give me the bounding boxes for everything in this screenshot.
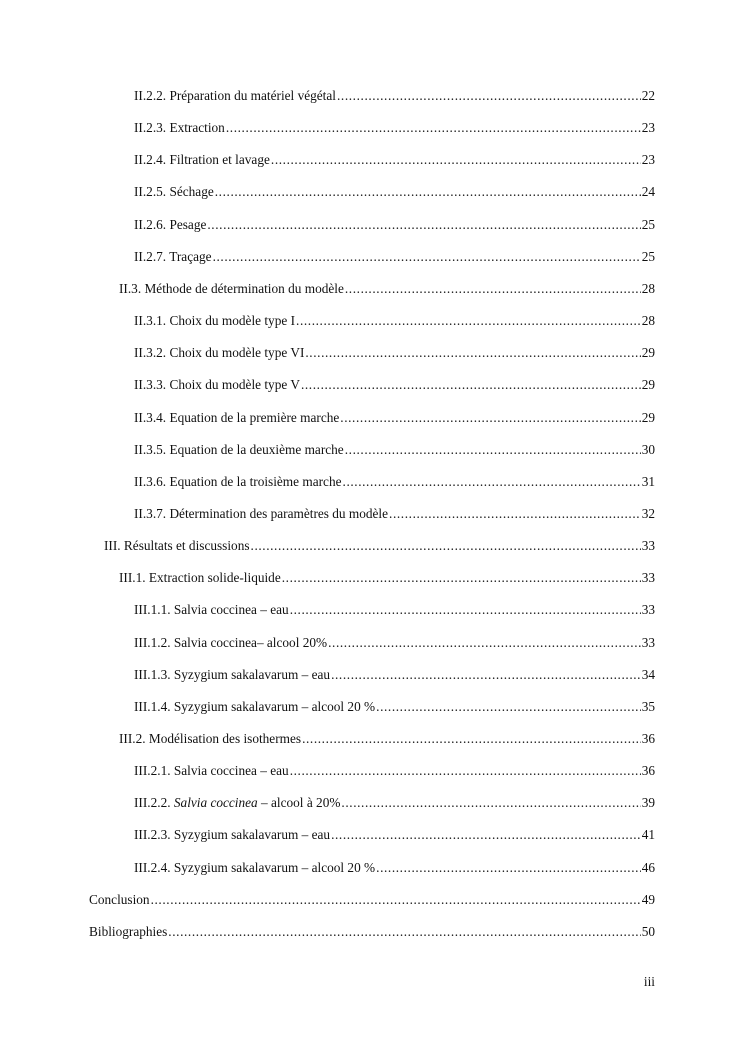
dot-leader <box>302 731 641 747</box>
toc-entry-page: 29 <box>641 377 655 393</box>
dot-leader <box>251 538 641 554</box>
toc-entry-title-text: Bibliographies <box>89 923 168 939</box>
toc-entry[interactable] <box>134 635 655 653</box>
toc-entry[interactable] <box>134 860 655 878</box>
toc-entry-page: 23 <box>641 120 655 136</box>
toc-entry-title-text: III.2.1. Salvia coccinea – eau <box>134 763 289 779</box>
toc-entry-title <box>134 152 270 168</box>
toc-entry[interactable] <box>89 892 655 910</box>
toc-entry-page: 30 <box>641 441 655 457</box>
dot-leader <box>376 699 641 715</box>
toc-entry[interactable] <box>134 120 655 138</box>
toc-entry-title-text: III.1.4. Syzygium sakalavarum – alcool 20 % <box>134 698 376 714</box>
toc-entry-title-text: III.1.3. Syzygium sakalavarum – eau <box>134 666 331 682</box>
toc-entry-title <box>134 635 327 651</box>
dot-leader <box>341 795 640 811</box>
toc-entry-title <box>89 924 167 940</box>
toc-entry[interactable] <box>134 217 655 235</box>
toc-entry-title <box>134 345 304 361</box>
toc-entry-page: 28 <box>641 280 655 296</box>
toc-entry-page: 29 <box>641 345 655 361</box>
toc-entry-page: 29 <box>641 409 655 425</box>
toc-entry-title-text: III. Résultats et discussions <box>104 538 250 554</box>
dot-leader <box>305 345 640 361</box>
dot-leader <box>290 602 641 618</box>
toc-entry[interactable] <box>119 731 655 749</box>
toc-entry-title-text: Conclusion <box>89 891 150 907</box>
toc-entry-page: 34 <box>641 666 655 682</box>
dot-leader <box>207 217 640 233</box>
dot-leader <box>389 506 641 522</box>
toc-entry-title-text: II.3.1. Choix du modèle type I <box>134 313 296 329</box>
dot-leader <box>168 924 640 940</box>
dot-leader <box>151 892 641 908</box>
toc-entry-title-text: II.2.5. Séchage <box>134 184 214 200</box>
toc-entry-title <box>134 120 225 136</box>
dot-leader <box>301 377 641 393</box>
toc-entry-page: 22 <box>641 88 655 103</box>
dot-leader <box>331 667 641 683</box>
toc-entry-title-text: III.1.2. Salvia coccinea– alcool 20% <box>134 634 328 650</box>
toc-entry-page: 36 <box>641 731 655 746</box>
toc-entry-page: 39 <box>641 795 655 811</box>
toc-entry[interactable] <box>104 538 655 556</box>
toc-entry[interactable] <box>134 506 655 524</box>
toc-entry-title <box>134 827 330 843</box>
toc-entry-title-text: II.3.4. Equation de la première marche <box>134 409 340 425</box>
toc-entry-title-text: II.2.3. Extraction <box>134 120 225 136</box>
toc-entry-title-text: III.1. Extraction solide-liquide <box>119 570 281 586</box>
toc-entry[interactable] <box>134 699 655 717</box>
toc-entry-title <box>134 763 289 779</box>
toc-entry[interactable] <box>134 152 655 170</box>
toc-entry[interactable] <box>134 763 655 781</box>
toc-entry[interactable] <box>134 602 655 620</box>
toc-entry[interactable] <box>134 442 655 460</box>
toc-entry-title-text: II.2.6. Pesage <box>134 216 207 232</box>
dot-leader <box>290 763 641 779</box>
toc-entry-title-text: III.2.2. <box>134 795 174 811</box>
dot-leader <box>345 281 641 297</box>
toc-entry-title-text: III.1.1. Salvia coccinea – eau <box>134 602 289 618</box>
toc-entry-title-text: III.2.4. Syzygium sakalavarum – alcool 20 % <box>134 859 376 875</box>
toc-entry-title <box>134 506 388 522</box>
toc-entry-page: 25 <box>641 248 655 264</box>
dot-leader <box>376 860 641 876</box>
toc-entry-title-suffix: – alcool à 20% <box>257 795 341 811</box>
toc-entry-title <box>104 538 250 554</box>
toc-entry[interactable] <box>134 377 655 395</box>
toc-entry-title <box>134 860 375 876</box>
toc-entry[interactable] <box>119 281 655 299</box>
toc-entry-page: 35 <box>641 698 655 714</box>
toc-entry[interactable] <box>134 345 655 363</box>
dot-leader <box>340 410 640 426</box>
toc-entry-title <box>119 570 281 586</box>
toc-entry-page: 33 <box>641 602 655 618</box>
toc-entry-page: 32 <box>641 505 655 521</box>
toc-entry-title <box>134 410 339 426</box>
dot-leader <box>337 88 641 104</box>
dot-leader <box>345 442 641 458</box>
dot-leader <box>215 184 641 200</box>
toc-entry-page: 49 <box>641 891 655 907</box>
toc-entry[interactable] <box>134 474 655 492</box>
dot-leader <box>331 827 641 843</box>
toc-entry-page: 50 <box>641 923 655 939</box>
toc-entry-title-text: II.3.5. Equation de la deuxième marche <box>134 441 344 457</box>
toc-entry-page: 23 <box>641 152 655 168</box>
dot-leader <box>271 152 641 168</box>
dot-leader <box>328 635 641 651</box>
toc-entry-title-text: III.2.3. Syzygium sakalavarum – eau <box>134 827 331 843</box>
toc-entry-page: 31 <box>641 473 655 489</box>
dot-leader <box>226 120 641 136</box>
toc-entry-title <box>134 699 375 715</box>
page-number: iii <box>643 974 655 989</box>
toc-entry[interactable] <box>134 795 655 813</box>
toc-entry-title <box>134 442 344 458</box>
dot-leader <box>282 570 641 586</box>
toc-entry-title-italic: Salvia coccinea <box>173 795 258 811</box>
toc-entry-page: 36 <box>641 763 655 779</box>
toc-entry-title-text: II.3.3. Choix du modèle type V <box>134 377 300 393</box>
toc-entry-title-text: II.2.2. Préparation du matériel végétal <box>134 88 336 103</box>
toc-entry-title-text: II.3. Méthode de détermination du modèle <box>119 280 344 296</box>
toc-entry-title <box>134 313 295 329</box>
toc-entry[interactable] <box>134 827 655 845</box>
toc-entry[interactable] <box>134 313 655 331</box>
toc-entry-title <box>134 795 340 811</box>
toc-entry-page: 33 <box>641 634 655 650</box>
toc-entry-page: 33 <box>641 538 655 554</box>
dot-leader <box>296 313 641 329</box>
toc-entry-title-text: II.2.4. Filtration et lavage <box>134 152 270 168</box>
toc-entry-title <box>134 377 300 393</box>
toc-entry[interactable] <box>134 249 655 267</box>
toc-entry[interactable] <box>134 410 655 428</box>
toc-entry-title-text: II.3.6. Equation de la troisième marche <box>134 473 342 489</box>
toc-entry-title <box>134 602 289 618</box>
toc-entry[interactable] <box>134 667 655 685</box>
toc-entry-title <box>89 892 150 908</box>
toc-entry-page: 33 <box>641 570 655 586</box>
toc-entry[interactable] <box>134 184 655 202</box>
toc-entry-page: 28 <box>641 313 655 329</box>
toc-entry-title <box>134 249 212 265</box>
toc-entry-page: 41 <box>641 827 655 843</box>
toc-entry-page: 25 <box>641 216 655 232</box>
toc-entry-title <box>134 217 206 233</box>
toc-entry-title <box>134 667 330 683</box>
toc-entry-title-text: II.2.7. Traçage <box>134 248 212 264</box>
toc-entry[interactable] <box>134 88 655 106</box>
toc-entry-title <box>119 281 344 297</box>
toc-entry-title <box>134 88 336 104</box>
toc-entry-title <box>134 184 214 200</box>
toc-entry-title-text: II.3.2. Choix du modèle type VI <box>134 345 305 361</box>
toc-entry-page: 24 <box>641 184 655 200</box>
toc-entry-title-text: III.2. Modélisation des isothermes <box>119 731 302 746</box>
toc-entry-title <box>134 474 342 490</box>
toc-entry-title-text: II.3.7. Détermination des paramètres du modèle <box>134 505 389 521</box>
dot-leader <box>213 249 641 265</box>
toc-entry-title <box>119 731 301 747</box>
dot-leader <box>343 474 641 490</box>
toc-entry-page: 46 <box>641 859 655 875</box>
toc-entry[interactable] <box>119 570 655 588</box>
toc-entry[interactable] <box>89 924 655 942</box>
